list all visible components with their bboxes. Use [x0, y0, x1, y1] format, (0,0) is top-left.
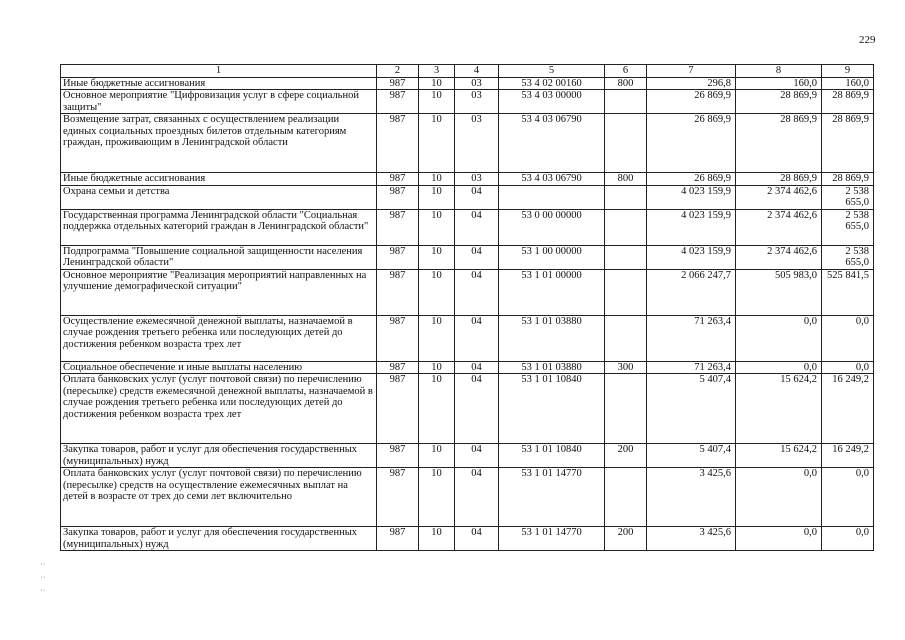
row-name: Иные бюджетные ассигнования	[61, 173, 377, 186]
amount-year-2: 0,0	[736, 361, 822, 374]
column-header: 7	[647, 65, 736, 78]
code-subsection: 04	[455, 374, 499, 444]
row-name: Социальное обеспечение и иные выплаты населению	[61, 361, 377, 374]
row-name: Возмещение затрат, связанных с осуществлением реализации единых социальных проездных билетов отдельным категориям граждан, проживающим в Ленинградской области	[61, 114, 377, 173]
amount-year-1: 5 407,4	[647, 444, 736, 468]
code-subsection: 04	[455, 269, 499, 315]
code-expense-type	[605, 185, 647, 209]
code-ministry: 987	[377, 173, 419, 186]
amount-year-3: 0,0	[822, 527, 874, 551]
code-target: 53 1 01 10840	[499, 374, 605, 444]
code-section: 10	[419, 444, 455, 468]
code-subsection: 03	[455, 90, 499, 114]
code-subsection: 03	[455, 173, 499, 186]
row-name: Закупка товаров, работ и услуг для обеспечения государственных (муниципальных) нужд	[61, 527, 377, 551]
amount-year-1: 5 407,4	[647, 374, 736, 444]
code-subsection: 04	[455, 185, 499, 209]
table-row	[61, 90, 874, 114]
amount-year-3: 2 538 655,0	[822, 245, 874, 269]
row-name: Оплата банковских услуг (услуг почтовой связи) по перечислению (пересылке) средств на осуществление ежемесячных выплат на детей в возрасте от трех до семи лет включительно	[61, 468, 377, 527]
table-row	[61, 173, 874, 186]
code-target: 53 1 01 03880	[499, 361, 605, 374]
amount-year-3: 16 249,2	[822, 374, 874, 444]
code-target: 53 1 01 10840	[499, 444, 605, 468]
amount-year-2: 0,0	[736, 468, 822, 527]
amount-year-1: 71 263,4	[647, 315, 736, 361]
code-target: 53 4 03 06790	[499, 173, 605, 186]
code-section: 10	[419, 527, 455, 551]
table-row	[61, 361, 874, 374]
code-section: 10	[419, 361, 455, 374]
code-ministry: 987	[377, 209, 419, 245]
amount-year-3: 16 249,2	[822, 444, 874, 468]
amount-year-1: 4 023 159,9	[647, 185, 736, 209]
row-name: Основное мероприятие "Реализация мероприятий направленных на улучшение демографической ситуации"	[61, 269, 377, 315]
code-subsection: 04	[455, 444, 499, 468]
code-target: 53 4 02 00160	[499, 77, 605, 90]
code-ministry: 987	[377, 444, 419, 468]
column-header: 4	[455, 65, 499, 78]
code-expense-type: 800	[605, 173, 647, 186]
code-expense-type	[605, 114, 647, 173]
code-section: 10	[419, 173, 455, 186]
amount-year-1: 71 263,4	[647, 361, 736, 374]
code-target: 53 1 01 03880	[499, 315, 605, 361]
code-subsection: 03	[455, 114, 499, 173]
code-ministry: 987	[377, 468, 419, 527]
code-ministry: 987	[377, 114, 419, 173]
code-subsection: 04	[455, 468, 499, 527]
amount-year-1: 4 023 159,9	[647, 209, 736, 245]
table-row	[61, 444, 874, 468]
table-row	[61, 527, 874, 551]
row-name: Закупка товаров, работ и услуг для обеспечения государственных (муниципальных) нужд	[61, 444, 377, 468]
code-expense-type	[605, 269, 647, 315]
amount-year-3: 2 538 655,0	[822, 185, 874, 209]
budget-table	[60, 64, 874, 551]
amount-year-3: 160,0	[822, 77, 874, 90]
code-ministry: 987	[377, 361, 419, 374]
table-row	[61, 269, 874, 315]
amount-year-1: 2 066 247,7	[647, 269, 736, 315]
code-ministry: 987	[377, 374, 419, 444]
code-section: 10	[419, 77, 455, 90]
table-row	[61, 185, 874, 209]
code-section: 10	[419, 245, 455, 269]
code-expense-type: 800	[605, 77, 647, 90]
column-header: 8	[736, 65, 822, 78]
amount-year-1: 296,8	[647, 77, 736, 90]
table-row	[61, 468, 874, 527]
code-section: 10	[419, 90, 455, 114]
code-expense-type	[605, 245, 647, 269]
table-row	[61, 374, 874, 444]
code-target: 53 4 03 00000	[499, 90, 605, 114]
code-section: 10	[419, 374, 455, 444]
row-name: Основное мероприятие "Цифровизация услуг в сфере социальной защиты"	[61, 90, 377, 114]
row-name: Иные бюджетные ассигнования	[61, 77, 377, 90]
column-header: 2	[377, 65, 419, 78]
amount-year-1: 4 023 159,9	[647, 245, 736, 269]
amount-year-2: 2 374 462,6	[736, 209, 822, 245]
row-name: Охрана семьи и детства	[61, 185, 377, 209]
code-subsection: 04	[455, 361, 499, 374]
amount-year-3: 28 869,9	[822, 90, 874, 114]
scan-marks: ˙˙ ˙˙ ˙˙	[40, 562, 46, 597]
amount-year-2: 2 374 462,6	[736, 185, 822, 209]
code-expense-type	[605, 468, 647, 527]
code-section: 10	[419, 209, 455, 245]
code-target: 53 1 01 00000	[499, 269, 605, 315]
code-subsection: 04	[455, 209, 499, 245]
code-expense-type	[605, 315, 647, 361]
amount-year-1: 3 425,6	[647, 468, 736, 527]
amount-year-3: 525 841,5	[822, 269, 874, 315]
table-row	[61, 114, 874, 173]
page-number: 229	[859, 34, 876, 46]
amount-year-2: 0,0	[736, 527, 822, 551]
column-header: 9	[822, 65, 874, 78]
header-row	[61, 65, 874, 78]
amount-year-3: 28 869,9	[822, 114, 874, 173]
row-name: Государственная программа Ленинградской области "Социальная поддержка отдельных категорий граждан в Ленинградской области"	[61, 209, 377, 245]
row-name: Подпрограмма "Повышение социальной защищенности населения Ленинградской области"	[61, 245, 377, 269]
table-row	[61, 209, 874, 245]
code-target: 53 1 01 14770	[499, 468, 605, 527]
amount-year-1: 26 869,9	[647, 114, 736, 173]
code-section: 10	[419, 269, 455, 315]
amount-year-1: 3 425,6	[647, 527, 736, 551]
code-target: 53 1 01 14770	[499, 527, 605, 551]
code-section: 10	[419, 114, 455, 173]
amount-year-2: 505 983,0	[736, 269, 822, 315]
amount-year-1: 26 869,9	[647, 90, 736, 114]
table-row	[61, 77, 874, 90]
code-subsection: 03	[455, 77, 499, 90]
code-expense-type: 300	[605, 361, 647, 374]
amount-year-2: 2 374 462,6	[736, 245, 822, 269]
column-header: 6	[605, 65, 647, 78]
row-name: Осуществление ежемесячной денежной выплаты, назначаемой в случае рождения третьего ребенка или последующих детей до достижения ребенком возраста трех лет	[61, 315, 377, 361]
code-ministry: 987	[377, 77, 419, 90]
column-header: 1	[61, 65, 377, 78]
amount-year-1: 26 869,9	[647, 173, 736, 186]
code-expense-type: 200	[605, 527, 647, 551]
code-ministry: 987	[377, 315, 419, 361]
amount-year-3: 28 869,9	[822, 173, 874, 186]
table-row	[61, 245, 874, 269]
code-expense-type	[605, 90, 647, 114]
code-section: 10	[419, 185, 455, 209]
code-ministry: 987	[377, 185, 419, 209]
amount-year-2: 15 624,2	[736, 444, 822, 468]
column-header: 3	[419, 65, 455, 78]
code-section: 10	[419, 468, 455, 527]
amount-year-2: 0,0	[736, 315, 822, 361]
amount-year-3: 2 538 655,0	[822, 209, 874, 245]
code-target: 53 1 00 00000	[499, 245, 605, 269]
code-target: 53 0 00 00000	[499, 209, 605, 245]
amount-year-2: 160,0	[736, 77, 822, 90]
amount-year-2: 28 869,9	[736, 173, 822, 186]
code-subsection: 04	[455, 315, 499, 361]
code-expense-type	[605, 374, 647, 444]
code-section: 10	[419, 315, 455, 361]
amount-year-3: 0,0	[822, 315, 874, 361]
code-expense-type	[605, 209, 647, 245]
amount-year-2: 28 869,9	[736, 114, 822, 173]
code-ministry: 987	[377, 90, 419, 114]
amount-year-3: 0,0	[822, 468, 874, 527]
code-target: 53 4 03 06790	[499, 114, 605, 173]
column-header: 5	[499, 65, 605, 78]
row-name: Оплата банковских услуг (услуг почтовой связи) по перечислению (пересылке) средств ежемесячной денежной выплаты, назначаемой в случае рождения третьего ребенка или последующих детей до достижения ребенком возраста трех лет	[61, 374, 377, 444]
code-ministry: 987	[377, 269, 419, 315]
table-row	[61, 315, 874, 361]
amount-year-2: 28 869,9	[736, 90, 822, 114]
code-expense-type: 200	[605, 444, 647, 468]
amount-year-2: 15 624,2	[736, 374, 822, 444]
code-subsection: 04	[455, 527, 499, 551]
code-ministry: 987	[377, 527, 419, 551]
amount-year-3: 0,0	[822, 361, 874, 374]
code-target	[499, 185, 605, 209]
code-ministry: 987	[377, 245, 419, 269]
code-subsection: 04	[455, 245, 499, 269]
